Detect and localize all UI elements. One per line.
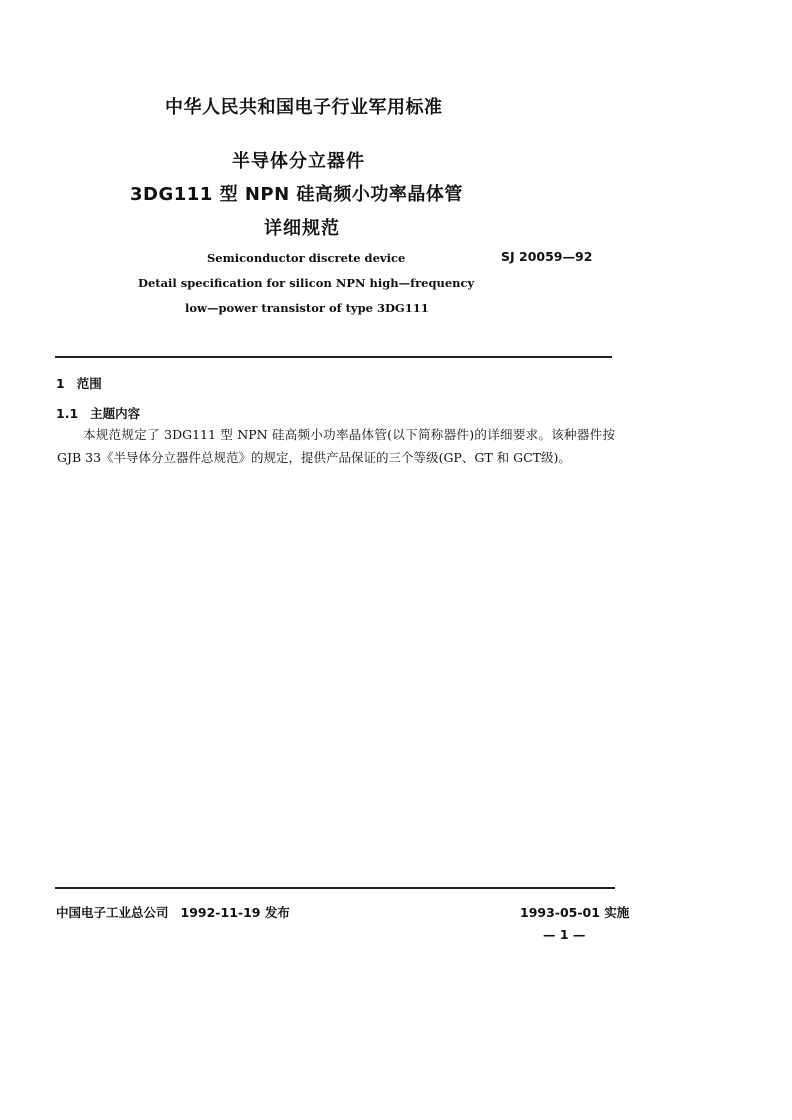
section-1-1-body: 本规范规定了 3DG111 型 NPN 硅高频小功率晶体管(以下简称器件)的详细要求。该种器件按 GJB 33《半导体分立器件总规范》的规定，提供产品保证的三个等级(GP、GT 和 GCT级)。 (57, 427, 615, 465)
en-title-line-1: Semiconductor discrete device (207, 251, 406, 265)
section-1-heading (56, 374, 102, 392)
section-1-1-heading (56, 404, 140, 422)
section-1-1-title: 主题内容 (90, 406, 141, 421)
cn-title-line-2: 3DG111 型 NPN 硅高频小功率晶体管 (130, 184, 463, 205)
standard-category-heading: 中华人民共和国电子行业军用标准 (165, 97, 443, 118)
en-title-line-2: Detail specification for silicon NPN high—frequency (138, 276, 475, 290)
section-1-number: 1 (56, 376, 65, 391)
section-1-1-number: 1.1 (56, 406, 79, 421)
effective-date: 1993-05-01 实施 (520, 905, 630, 920)
section-1-title: 范围 (76, 376, 102, 391)
issue-date: 1992-11-19 发布 (180, 905, 290, 920)
standard-number: SJ 20059—92 (501, 249, 593, 264)
header-divider (55, 356, 612, 358)
footer-divider (55, 887, 615, 889)
page-number: — 1 — (543, 927, 586, 942)
cn-title-line-1: 半导体分立器件 (232, 151, 365, 172)
footer-issue (56, 903, 290, 921)
en-title-line-3: low—power transistor of type 3DG111 (185, 301, 429, 315)
cn-title-line-3: 详细规范 (264, 218, 340, 239)
publisher: 中国电子工业总公司 (56, 905, 169, 920)
